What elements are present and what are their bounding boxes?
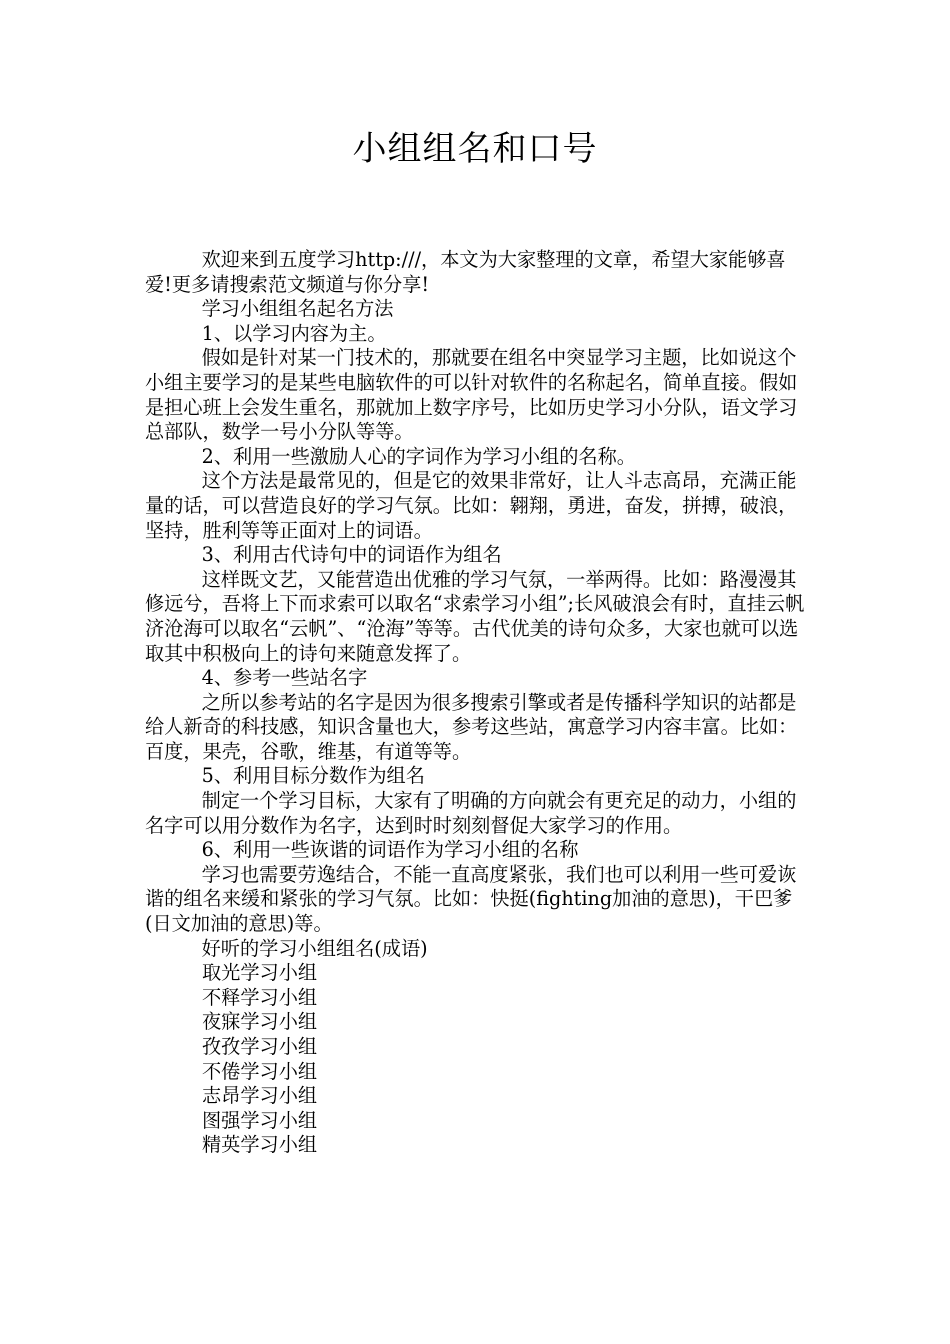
name-list-heading: 好听的学习小组组名(成语) [201, 936, 428, 960]
name-list-item: 取光学习小组 [202, 961, 318, 985]
name-list-item: 不释学习小组 [202, 985, 318, 1009]
method-paragraph-5: 制定一个学习目标，大家有了明确的方向就会有更充足的动力，小组的名字可以用分数作为名字，达到时时刻刻督促大家学习的作用。 [145, 789, 797, 837]
name-list-item: 不倦学习小组 [202, 1059, 318, 1083]
name-list-item: 志昂学习小组 [202, 1084, 318, 1108]
method-heading-6: 6、利用一些诙谐的词语作为学习小组的名称 [201, 838, 579, 862]
section-heading: 学习小组组名起名方法 [201, 297, 394, 321]
name-list-item: 图强学习小组 [202, 1108, 318, 1132]
method-heading-3: 3、利用古代诗句中的词语作为组名 [201, 543, 502, 567]
name-list-item: 精英学习小组 [202, 1133, 318, 1157]
method-paragraph-6: 学习也需要劳逸结合，不能一直高度紧张，我们也可以利用一些可爱诙谐的组名来缓和紧张的学习气氛。比如：快挺(fighting加油的意思)，干巴爹(日文加油的意思)等。 [145, 862, 797, 936]
document-body [145, 248, 809, 1158]
method-paragraph-2: 这个方法是最常见的，但是它的效果非常好，让人斗志高昂，充满正能量的话，可以营造良好的学习气氛。比如：翱翔，勇进，奋发，拼搏，破浪，坚持，胜利等等正面对上的词语。 [145, 469, 798, 542]
name-list-item: 夜寐学习小组 [202, 1010, 318, 1034]
method-heading-5: 5、利用目标分数作为组名 [201, 764, 425, 788]
method-heading-2: 2、利用一些激励人心的字词作为学习小组的名称。 [201, 444, 636, 468]
document-title: 小组组名和口号 [352, 129, 598, 169]
method-paragraph-3: 这样既文艺，又能营造出优雅的学习气氛，一举两得。比如：路漫漫其修远兮，吾将上下而求索可以取名“求索学习小组”;长风破浪会有时，直挂云帆济沧海可以取名“云帆”、“沧海”等等。古代优美的诗句众多，大家也就可以选取其中积极向上的诗句来随意发挥了。 [145, 567, 805, 665]
method-paragraph-4: 之所以参考站的名字是因为很多搜索引擎或者是传播科学知识的站都是给人新奇的科技感，知识含量也大，参考这些站，寓意学习内容丰富。比如：百度，果壳，谷歌，维基，有道等等。 [145, 690, 798, 763]
intro-paragraph: 欢迎来到五度学习http:///，本文为大家整理的文章，希望大家能够喜爱!更多请搜索范文频道与你分享! [145, 248, 786, 296]
method-paragraph-1: 假如是针对某一门技术的，那就要在组名中突显学习主题，比如说这个小组主要学习的是某些电脑软件的可以针对软件的名称起名，简单直接。假如是担心班上会发生重名，那就加上数字序号，比如历史学习小分队，语文学习总部队，数学一号小分队等等。 [145, 346, 798, 444]
method-heading-4: 4、参考一些站名字 [201, 666, 368, 690]
method-heading-1: 1、以学习内容为主。 [201, 321, 387, 345]
name-list-item: 孜孜学习小组 [202, 1035, 318, 1058]
